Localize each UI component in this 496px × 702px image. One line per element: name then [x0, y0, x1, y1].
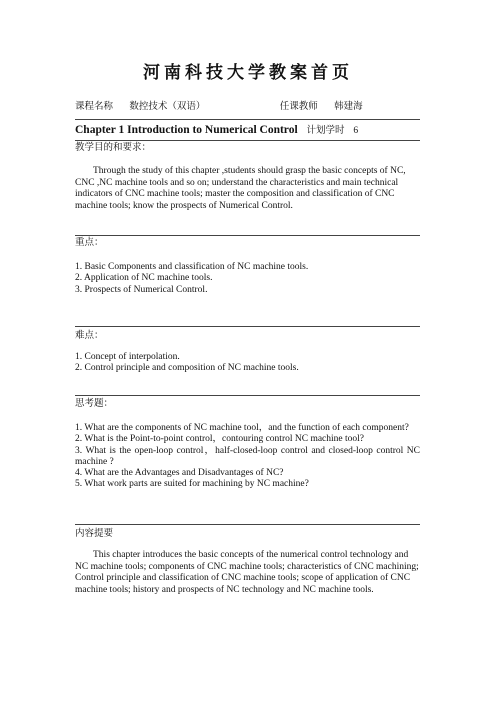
list-item: 5. What work parts are suited for machining by NC machine? [75, 479, 309, 490]
planned-hours-value: 6 [353, 126, 359, 136]
list-item: 1. Concept of interpolation. [75, 352, 180, 362]
divider [75, 326, 420, 327]
divider [75, 119, 420, 120]
difficulties-list [75, 352, 420, 375]
list-item: 1. What are the components of NC machine tool，and the function of each component? [75, 423, 409, 433]
key-points-list [75, 262, 420, 296]
planned-hours-label: 计划学时 [306, 126, 345, 136]
chapter-heading [75, 124, 358, 138]
divider [75, 524, 420, 525]
course-name-value: 数控技术（双语） [129, 102, 206, 112]
divider [75, 235, 420, 236]
questions-heading: 思考题： [75, 399, 114, 409]
divider [75, 140, 420, 141]
list-item: 3. What is the open-loop control，half-closed-loop control and closed-loop control NC machine ? [75, 445, 420, 467]
list-item: 3. Prospects of Numerical Control. [75, 284, 208, 295]
questions-list [75, 423, 420, 491]
teacher-label: 任课教师 [279, 102, 318, 112]
divider [75, 395, 420, 396]
course-info-row [75, 101, 377, 114]
objectives-text: Through the study of this chapter ,students should grasp the basic concepts of NC, CNC ,NC machine tools and so on; understand the characteristics and main technical indicators of CNC machine tools; master the composition and classification of CNC machine tools; know the prospects of Numerical Control. [75, 166, 406, 211]
course-name-label: 课程名称 [75, 102, 114, 112]
list-item: 2. What is the Point-to-point control，contouring control NC machine tool? [75, 434, 364, 445]
list-item: 1. Basic Components and classification of NC machine tools. [75, 262, 309, 272]
list-item: 4. What are the Advantages and Disadvantages of NC? [75, 468, 284, 479]
objectives-heading: 教学目的和要求： [75, 143, 152, 153]
chapter-title: Chapter 1 Introduction to Numerical Control [75, 124, 298, 136]
list-item: 2. Application of NC machine tools. [75, 273, 213, 284]
list-item: 2. Control principle and composition of NC machine tools. [75, 363, 299, 374]
teacher-value: 韩建海 [334, 102, 363, 112]
difficulties-heading: 难点： [75, 331, 104, 341]
page-title: 河南科技大学教案首页 [143, 63, 353, 83]
summary-text: This chapter introduces the basic concepts of the numerical control technology and NC machine tools; components of CNC machine tools; characteristics of CNC machining; Control principle and classification of CNC machine tools; scope of application of CNC machine tools; history and prospects of NC technology and NC machine tools. [75, 550, 419, 595]
summary-heading: 内容提要 [75, 529, 114, 539]
key-points-heading: 重点： [75, 238, 104, 248]
